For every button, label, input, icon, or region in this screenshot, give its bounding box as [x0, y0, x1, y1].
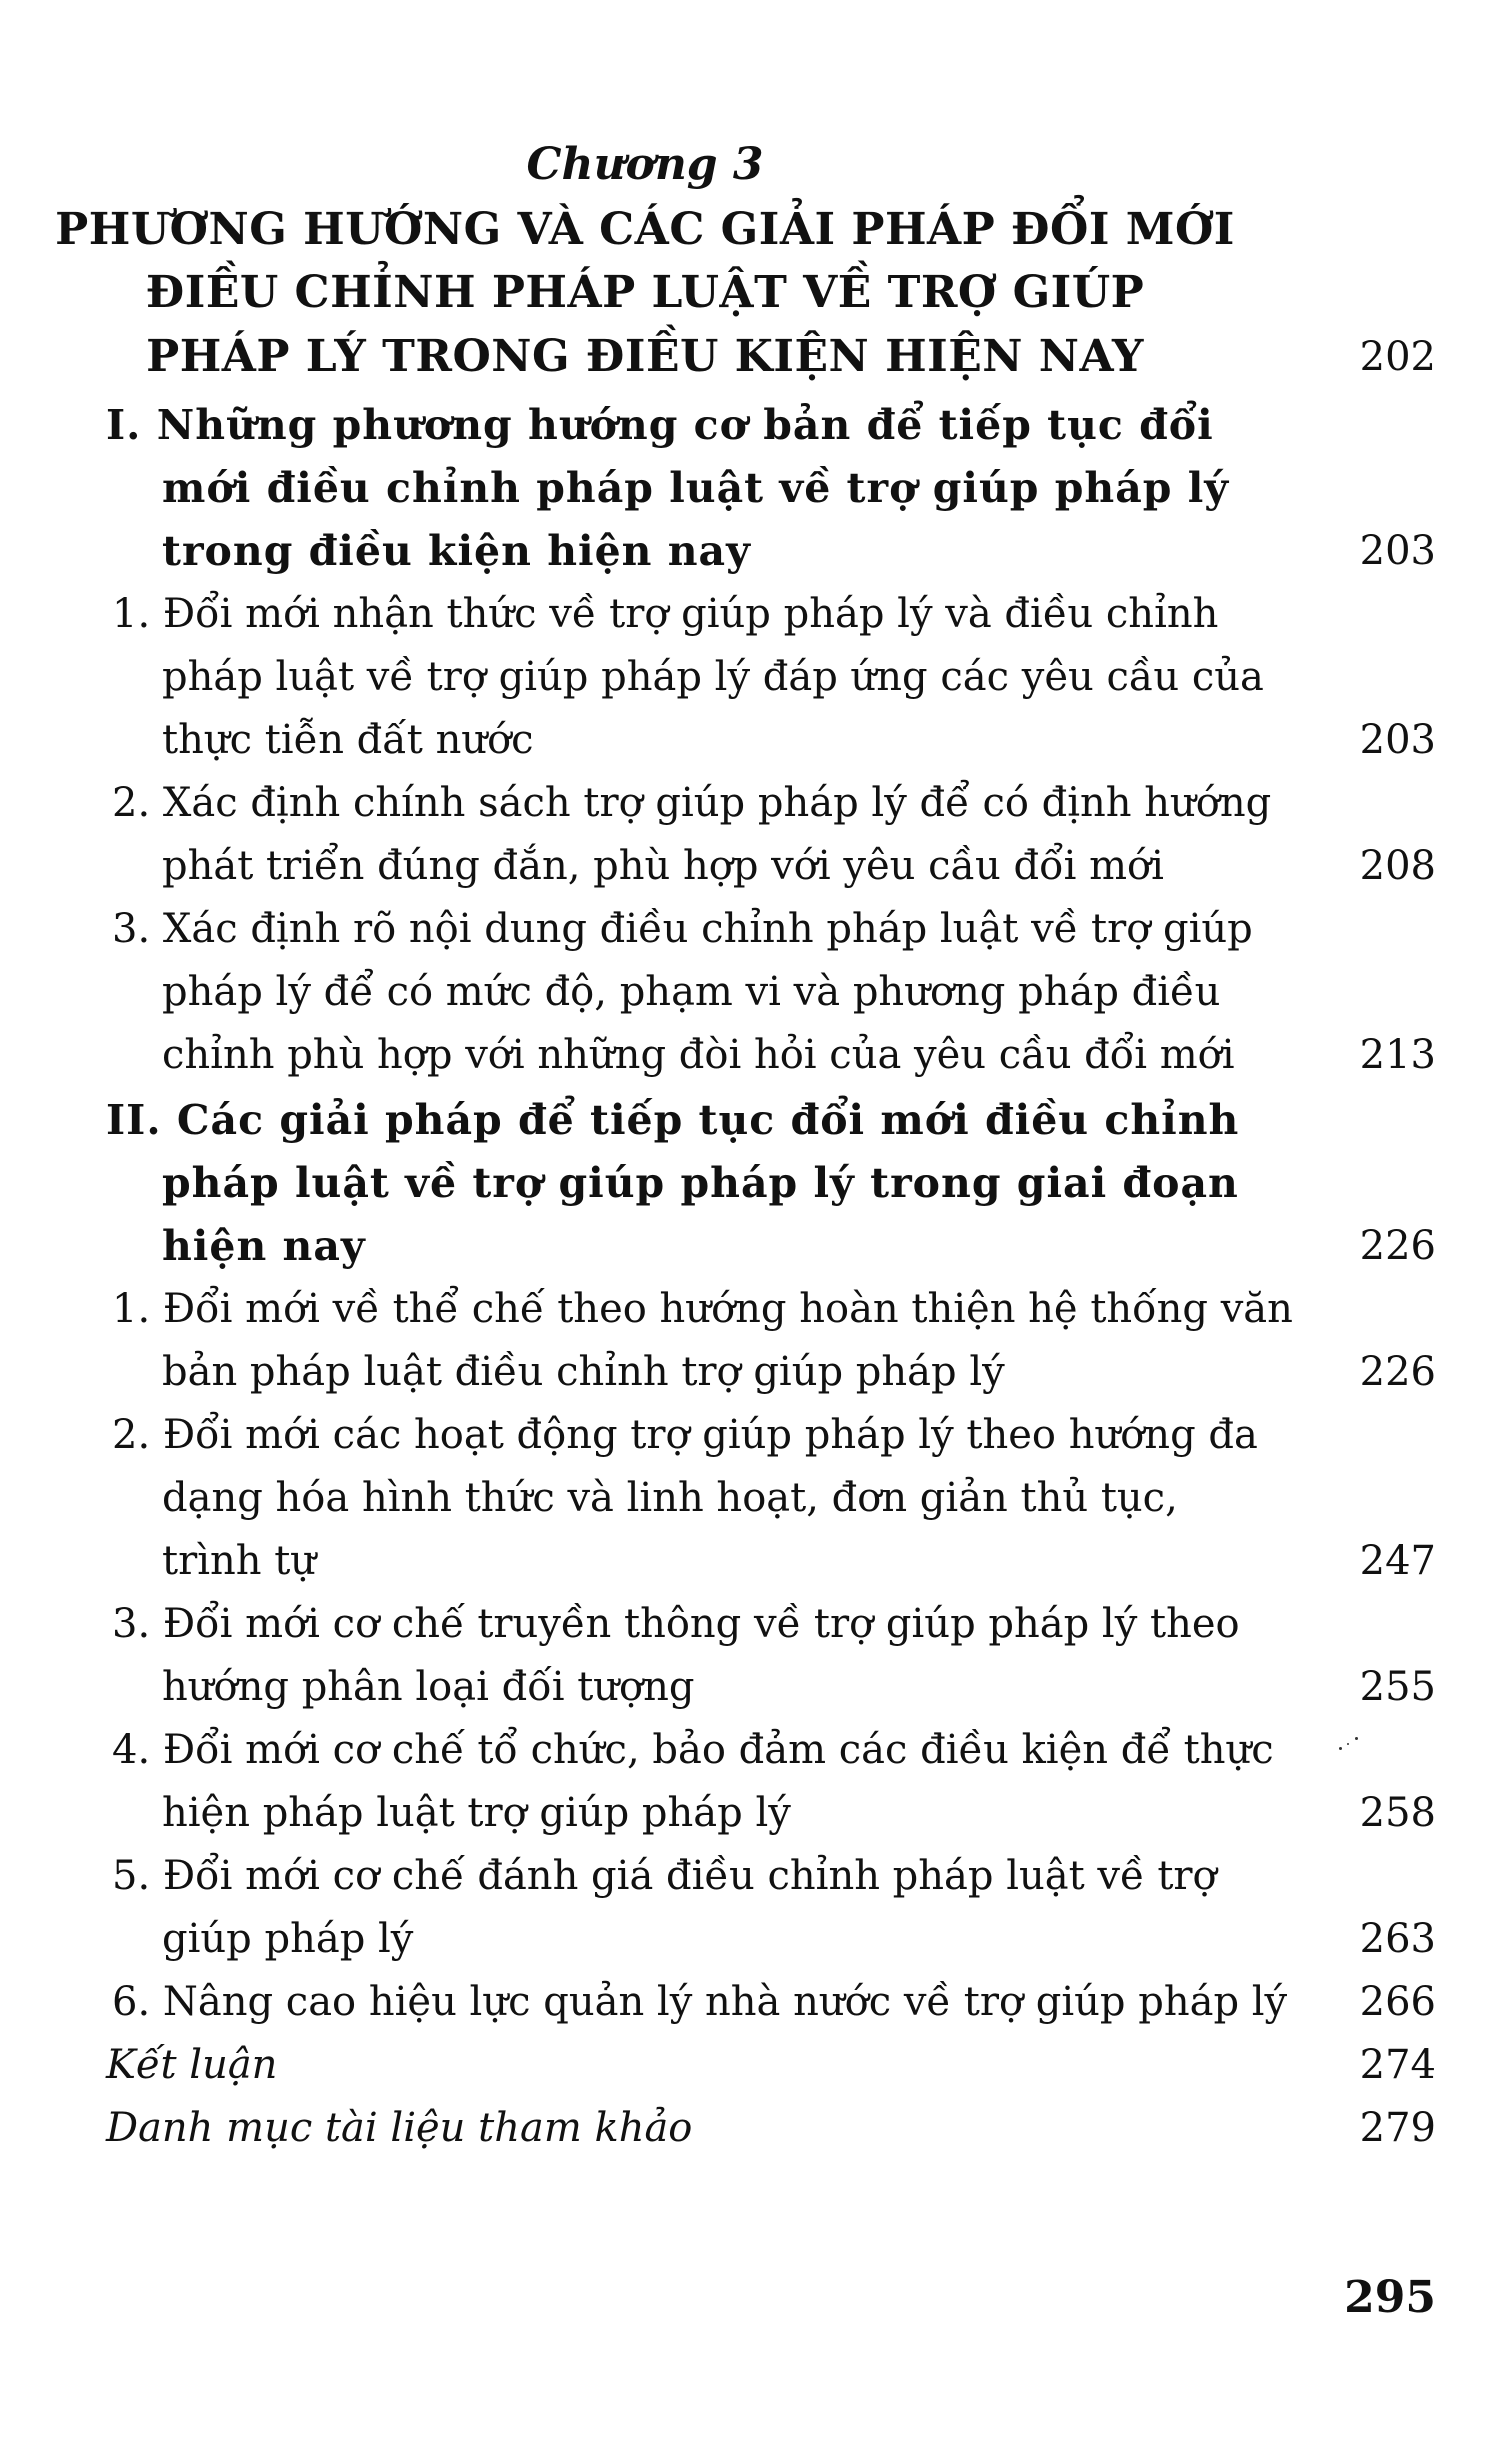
toc-entry-2-1-line-1: 1. Đổi mới về thể chế theo hướng hoàn thiện hệ thống văn	[112, 1286, 1293, 1332]
toc-entry-section-2-line-2: pháp luật về trợ giúp pháp lý trong giai đoạn	[162, 1159, 1239, 1207]
toc-entry-2-2-page: 247	[1359, 1538, 1436, 1584]
toc-entry-section-1-line-3: trong điều kiện hiện nay	[162, 527, 751, 575]
toc-entry-2-4-line-1: 4. Đổi mới cơ chế tổ chức, bảo đảm các điều kiện để thực	[112, 1727, 1274, 1773]
toc-entry-2-5-line-1: 5. Đổi mới cơ chế đánh giá điều chỉnh pháp luật về trợ	[112, 1853, 1217, 1899]
chapter-title-line-1: PHƯƠNG HƯỚNG VÀ CÁC GIẢI PHÁP ĐỔI MỚI	[55, 204, 1235, 255]
footer-page-number: 295	[1344, 2272, 1436, 2323]
toc-entry-section-2-page: 226	[1359, 1223, 1436, 1269]
toc-entry-1-1-line-2: pháp luật về trợ giúp pháp lý đáp ứng các yêu cầu của	[162, 654, 1264, 700]
toc-entry-1-1-line-3: thực tiễn đất nước	[162, 717, 534, 763]
toc-entry-section-1-line-1: I. Những phương hướng cơ bản để tiếp tục đổi	[106, 401, 1214, 449]
toc-entry-2-2-line-2: dạng hóa hình thức và linh hoạt, đơn giản thủ tục,	[162, 1475, 1178, 1521]
toc-entry-2-2-line-1: 2. Đổi mới các hoạt động trợ giúp pháp lý theo hướng đa	[112, 1412, 1258, 1458]
toc-entry-section-1-page: 203	[1359, 528, 1436, 574]
toc-entry-1-3-page: 213	[1359, 1032, 1436, 1078]
toc-entry-section-2-line-3: hiện nay	[162, 1222, 366, 1270]
toc-entry-2-6-line-1: 6. Nâng cao hiệu lực quản lý nhà nước về trợ giúp pháp lý	[112, 1979, 1288, 2025]
toc-entry-2-5-page: 263	[1359, 1916, 1436, 1962]
toc-entry-2-2-line-3: trình tự	[162, 1538, 317, 1584]
toc-entry-1-1-line-1: 1. Đổi mới nhận thức về trợ giúp pháp lý và điều chỉnh	[112, 591, 1219, 637]
toc-entry-1-2-line-1: 2. Xác định chính sách trợ giúp pháp lý để có định hướng	[112, 780, 1272, 826]
toc-entry-1-3-line-3: chỉnh phù hợp với những đòi hỏi của yêu cầu đổi mới	[162, 1032, 1235, 1078]
toc-entry-1-1-page: 203	[1359, 717, 1436, 763]
toc-entry-2-4-line-2: hiện pháp luật trợ giúp pháp lý	[162, 1790, 791, 1836]
toc-entry-2-5-line-2: giúp pháp lý	[162, 1916, 414, 1962]
print-speck-marks	[1335, 1735, 1365, 1755]
toc-entry-1-3-line-2: pháp lý để có mức độ, phạm vi và phương pháp điều	[162, 969, 1221, 1015]
chapter-page-number: 202	[1359, 334, 1436, 380]
chapter-title-line-2: ĐIỀU CHỈNH PHÁP LUẬT VỀ TRỢ GIÚP	[145, 267, 1145, 318]
toc-entry-2-3-line-2: hướng phân loại đối tượng	[162, 1664, 695, 1710]
toc-entry-references: Danh mục tài liệu tham khảo	[106, 2105, 693, 2151]
toc-entry-2-3-page: 255	[1359, 1664, 1436, 1710]
toc-entry-2-1-line-2: bản pháp luật điều chỉnh trợ giúp pháp lý	[162, 1349, 1005, 1395]
toc-entry-section-1-line-2: mới điều chỉnh pháp luật về trợ giúp pháp lý	[162, 464, 1230, 512]
toc-entry-2-3-line-1: 3. Đổi mới cơ chế truyền thông về trợ giúp pháp lý theo	[112, 1601, 1240, 1647]
toc-entry-2-6-page: 266	[1359, 1979, 1436, 2025]
toc-entry-2-1-page: 226	[1359, 1349, 1436, 1395]
toc-entry-2-4-page: 258	[1359, 1790, 1436, 1836]
toc-entry-references-page: 279	[1359, 2105, 1436, 2151]
toc-entry-conclusion-page: 274	[1359, 2042, 1436, 2088]
chapter-label: Chương 3	[526, 139, 764, 190]
toc-entry-section-2-line-1: II. Các giải pháp để tiếp tục đổi mới điều chỉnh	[106, 1096, 1240, 1144]
toc-entry-1-3-line-1: 3. Xác định rõ nội dung điều chỉnh pháp luật về trợ giúp	[112, 906, 1253, 952]
toc-entry-1-2-page: 208	[1359, 843, 1436, 889]
toc-entry-conclusion: Kết luận	[106, 2042, 278, 2088]
chapter-title-line-3: PHÁP LÝ TRONG ĐIỀU KIỆN HIỆN NAY	[146, 331, 1144, 382]
toc-entry-1-2-line-2: phát triển đúng đắn, phù hợp với yêu cầu đổi mới	[162, 843, 1164, 889]
